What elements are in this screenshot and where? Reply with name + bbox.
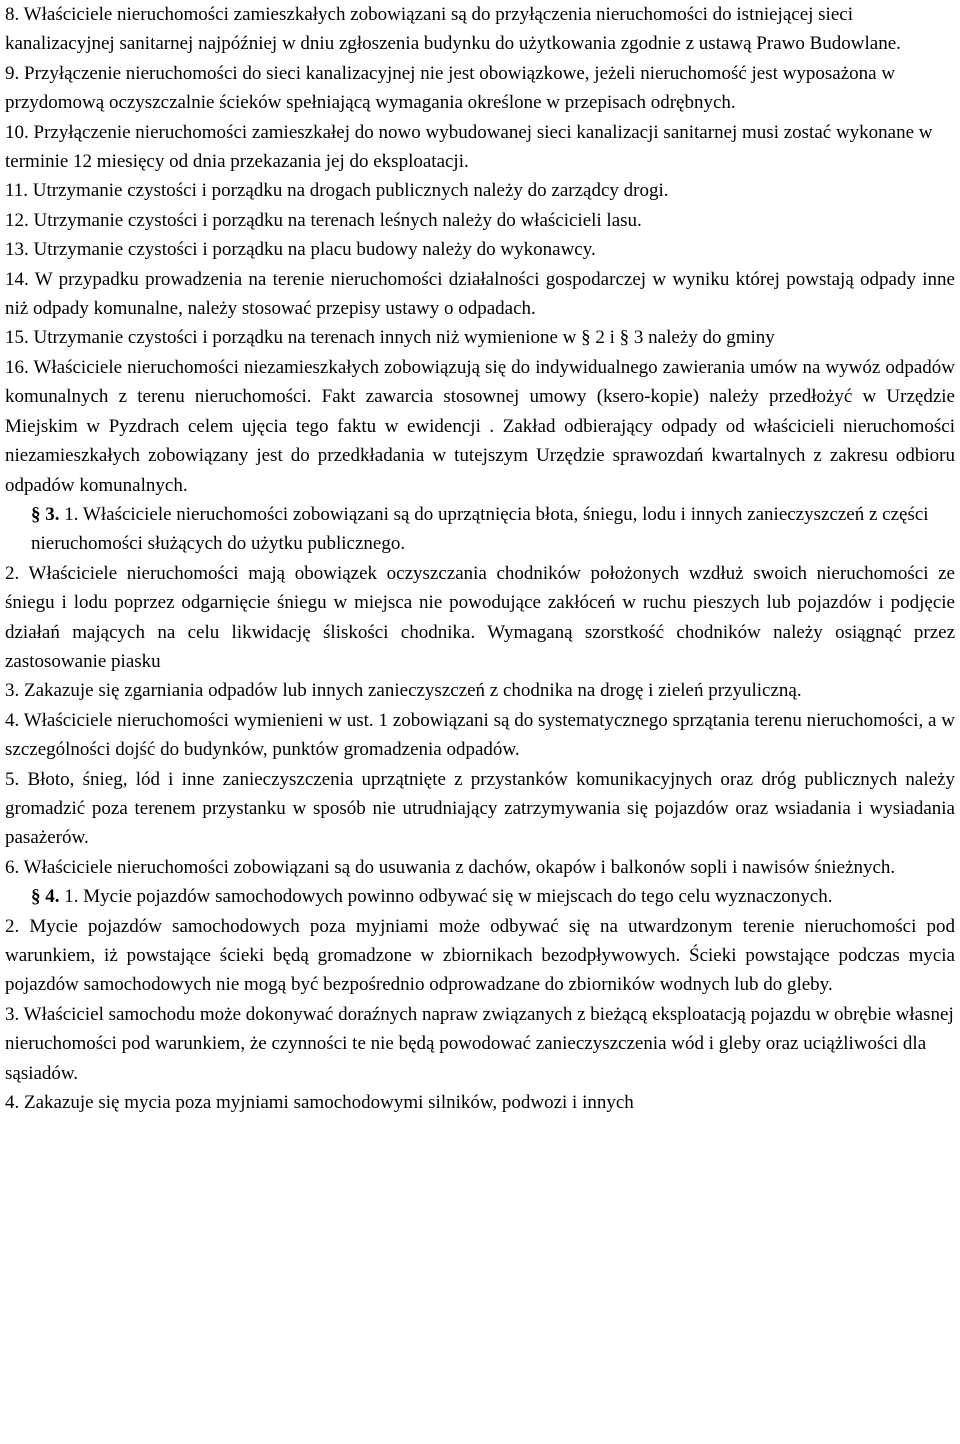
section-3-item-4 [5, 706, 955, 765]
paragraph-number: 10. [5, 121, 29, 143]
item-text: Zakazuje się zgarniania odpadów lub innych zanieczyszczeń z chodnika na drogę i zieleń przyuliczną. [24, 680, 802, 702]
item-text: Właściciele nieruchomości wymienieni w ust. 1 zobowiązani są do systematycznego sprzątania terenu nieruchomości, a w szczególności dojść do budynków, punktów gromadzenia odpadów. [5, 709, 955, 761]
paragraph-number: 14. [5, 268, 29, 290]
paragraph-12 [5, 206, 955, 235]
item-text: Właściciele nieruchomości mają obowiązek oczyszczania chodników położonych wzdłuż swoich nieruchomości ze śniegu i lodu poprzez odgarnięcie śniegu w miejsca nie powodujące zakłóceń w ruchu pieszych lub pojazdów i podjęcie działań mających na celu likwidację śliskości chodnika. Wymaganą szorstkość chodników należy osiągnąć przez zastosowanie piasku [5, 562, 955, 672]
item-number: 3. [5, 680, 20, 702]
paragraph-number: 11. [5, 180, 29, 202]
paragraph-text: Utrzymanie czystości i porządku na placu budowy należy do wykonawcy. [33, 239, 596, 261]
paragraph-10 [5, 118, 955, 177]
paragraph-11 [5, 176, 955, 205]
item-text: Właściciele nieruchomości zobowiązani są do uprzątnięcia błota, śniegu, lodu i innych zanieczyszczeń z części nieruchomości służących do użytku publicznego. [31, 503, 929, 555]
item-text: Mycie pojazdów samochodowych poza myjniami może odbywać się na utwardzonym terenie nieruchomości pod warunkiem, iż powstające ścieki będą gromadzone w zbiornikach bezodpływowych. Ścieki powstające podczas mycia pojazdów samochodowych nie mogą być bezpośrednio odprowadzane do zbiorników wodnych lub do gleby. [5, 915, 956, 996]
item-number: 6. [5, 856, 20, 878]
item-number: 4. [5, 709, 20, 731]
section-symbol: § [31, 503, 41, 525]
paragraph-13 [5, 235, 955, 264]
section-symbol: § [31, 886, 41, 908]
section-4-item-4 [5, 1088, 955, 1117]
paragraph-number: 13. [5, 239, 29, 261]
paragraph-text: Przyłączenie nieruchomości do sieci kanalizacyjnej nie jest obowiązkowe, jeżeli nieruchomość jest wyposażona w przydomową oczyszczalnie ścieków spełniającą wymagania określone w przepisach odrębnych. [5, 62, 896, 114]
item-number: 1. [64, 886, 79, 908]
item-number: 2. [5, 915, 20, 937]
item-number: 4. [5, 1092, 20, 1114]
item-text: Właściciel samochodu może dokonywać doraźnych napraw związanych z bieżącą eksploatacją pojazdu w obrębie własnej nieruchomości pod warunkiem, że czynności te nie będą powodować zanieczyszczenia wód i gleby oraz uciążliwości dla sąsiadów. [5, 1003, 954, 1084]
item-text: Zakazuje się mycia poza myjniami samochodowymi silników, podwozi i innych [24, 1092, 634, 1114]
paragraph-number: 12. [5, 209, 29, 231]
paragraph-text: Utrzymanie czystości i porządku na drogach publicznych należy do zarządcy drogi. [32, 180, 669, 202]
paragraph-text: Właściciele nieruchomości zamieszkałych zobowiązani są do przyłączenia nieruchomości do istniejącej sieci kanalizacyjnej sanitarnej najpóźniej w dniu zgłoszenia budynku do użytkowania zgodnie z ustawą Prawo Budowlane. [5, 4, 901, 55]
item-text: Właściciele nieruchomości zobowiązani są do usuwania z dachów, okapów i balkonów sopli i nawisów śnieżnych. [23, 856, 896, 878]
paragraph-text: Przyłączenie nieruchomości zamieszkałej do nowo wybudowanej sieci kanalizacji sanitarnej musi zostać wykonane w terminie 12 miesięcy od dnia przekazania jej do eksploatacji. [5, 121, 933, 173]
section-4-item-2 [5, 912, 955, 1000]
section-3-item-1 [5, 500, 955, 559]
section-3-item-2 [5, 559, 955, 677]
paragraph-number: 9. [5, 62, 20, 84]
paragraph-text: Utrzymanie czystości i porządku na terenach innych niż wymienione w § 2 i § 3 należy do gminy [33, 327, 775, 349]
section-number: 3. [45, 503, 60, 525]
paragraph-16 [5, 353, 955, 500]
paragraph-text: Utrzymanie czystości i porządku na terenach leśnych należy do właścicieli lasu. [33, 209, 642, 231]
item-number: 1. [64, 503, 79, 525]
section-3-item-5 [5, 765, 955, 853]
paragraph-text: Właściciele nieruchomości niezamieszkałych zobowiązują się do indywidualnego zawierania umów na wywóz odpadów komunalnych z terenu nieruchomości. Fakt zawarcia stosownej umowy (ksero-kopie) należy przedłożyć w Urzędzie Miejskim w Pyzdrach celem ujęcia tego faktu w ewidencji . Zakład odbierający odpady od właścicieli nieruchomości niezamieszkałych zobowiązany jest do przedkładania w tutejszym Urzędzie sprawozdań kwartalnych z zakresu odbioru odpadów komunalnych. [5, 356, 955, 496]
paragraph-number: 16. [5, 356, 29, 378]
item-text: Błoto, śnieg, lód i inne zanieczyszczenia uprzątnięte z przystanków komunikacyjnych oraz dróg publicznych należy gromadzić poza terenem przystanku w sposób nie utrudniający zatrzymywania się pojazdów oraz wsiadania i wysiadania pasażerów. [5, 768, 955, 849]
section-number: 4. [45, 886, 60, 908]
paragraph-15 [5, 323, 955, 352]
paragraph-text: W przypadku prowadzenia na terenie nieruchomości działalności gospodarczej w wyniku której powstają odpady inne niż odpady komunalne, należy stosować przepisy ustawy o odpadach. [5, 268, 955, 320]
item-number: 3. [5, 1003, 20, 1025]
paragraph-9 [5, 59, 955, 118]
item-number: 5. [5, 768, 20, 790]
item-text: Mycie pojazdów samochodowych powinno odbywać się w miejscach do tego celu wyznaczonych. [83, 886, 833, 908]
paragraph-8 [5, 0, 955, 59]
item-number: 2. [5, 562, 20, 584]
section-3-item-6 [5, 853, 955, 882]
paragraph-number: 8. [5, 4, 20, 25]
section-3-item-3 [5, 676, 955, 705]
section-4-item-1 [5, 882, 955, 911]
section-4-item-3 [5, 1000, 955, 1088]
paragraph-number: 15. [5, 327, 29, 349]
paragraph-14 [5, 265, 955, 324]
